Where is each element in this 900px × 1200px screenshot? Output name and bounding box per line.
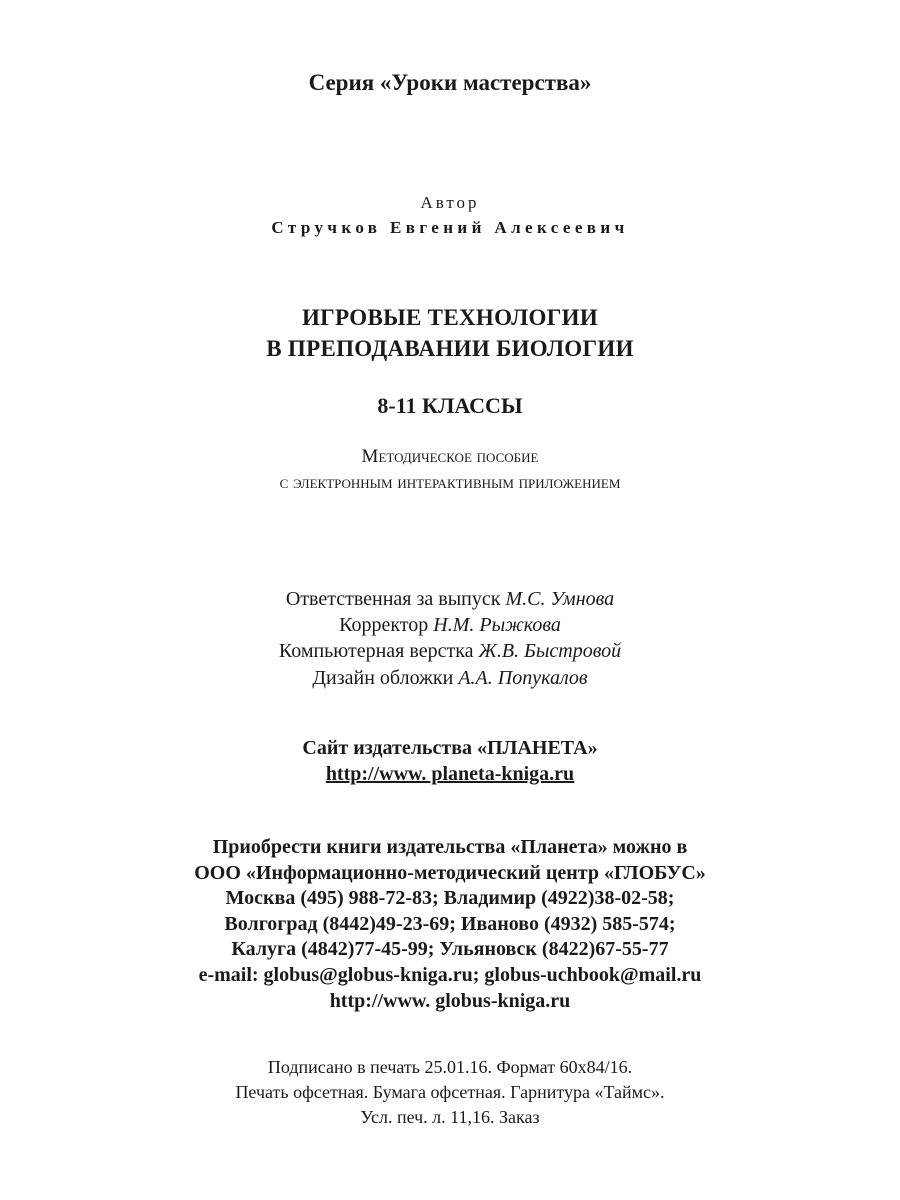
publisher-site-url-line [0,763,900,786]
imprint-line: Печать офсетная. Бумага офсетная. Гарнитура «Таймс». [235,1082,665,1102]
distributor-line: ООО «Информационно-методический центр «ГЛОБУС» [194,862,706,884]
credit-cover-design [0,667,900,690]
grades-label: 8-11 КЛАССЫ [377,393,523,418]
distributor-line: Волгоград (8442)49-23-69; Иваново (4932) 585-574; [224,913,676,935]
distributor-email-line: e-mail: globus@globus-kniga.ru; globus-uchbook@mail.ru [198,964,702,986]
imprint-line: Усл. печ. л. 11,16. Заказ [360,1107,540,1127]
subtitle-line-1: Методическое пособие [361,446,539,467]
author-label: Автор [420,193,480,212]
credit-editor [0,588,900,611]
credit-person: А.А. Попукалов [458,667,588,689]
book-title-line-1: ИГРОВЫЕ ТЕХНОЛОГИИ [301,305,599,330]
credit-role: Ответственная за выпуск [285,588,501,610]
credit-person: Ж.В. Быстровой [478,640,622,662]
credit-role: Корректор [339,614,429,636]
credit-person: Н.М. Рыжкова [433,614,561,636]
distributor-url-line: http://www. globus-kniga.ru [329,990,571,1012]
distributor-line: Москва (495) 988-72-83; Владимир (4922)38-02-58; [225,887,675,909]
credit-role: Компьютерная верстка [278,640,474,662]
book-title-line-2: В ПРЕПОДАВАНИИ БИОЛОГИИ [266,336,634,361]
author-name: Стручков Евгений Алексеевич [271,218,629,237]
distributor-line: Калуга (4842)77-45-99; Ульяновск (8422)67-55-77 [231,938,669,960]
series-title: Серия «Уроки мастерства» [308,70,592,95]
imprint-line: Подписано в печать 25.01.16. Формат 60х84/16. [267,1057,633,1077]
credit-person: М.С. Умнова [505,588,615,610]
publisher-site-link[interactable]: http://www. planeta-kniga.ru [325,763,575,785]
publisher-site-title: Сайт издательства «ПЛАНЕТА» [302,737,598,759]
subtitle-line-2: с электронным интерактивным приложением [279,472,621,493]
distributor-line: Приобрести книги издательства «Планета» можно в [212,836,688,858]
credit-role: Дизайн обложки [312,667,454,689]
credit-proofreader [0,614,900,637]
credit-layout [0,640,900,663]
